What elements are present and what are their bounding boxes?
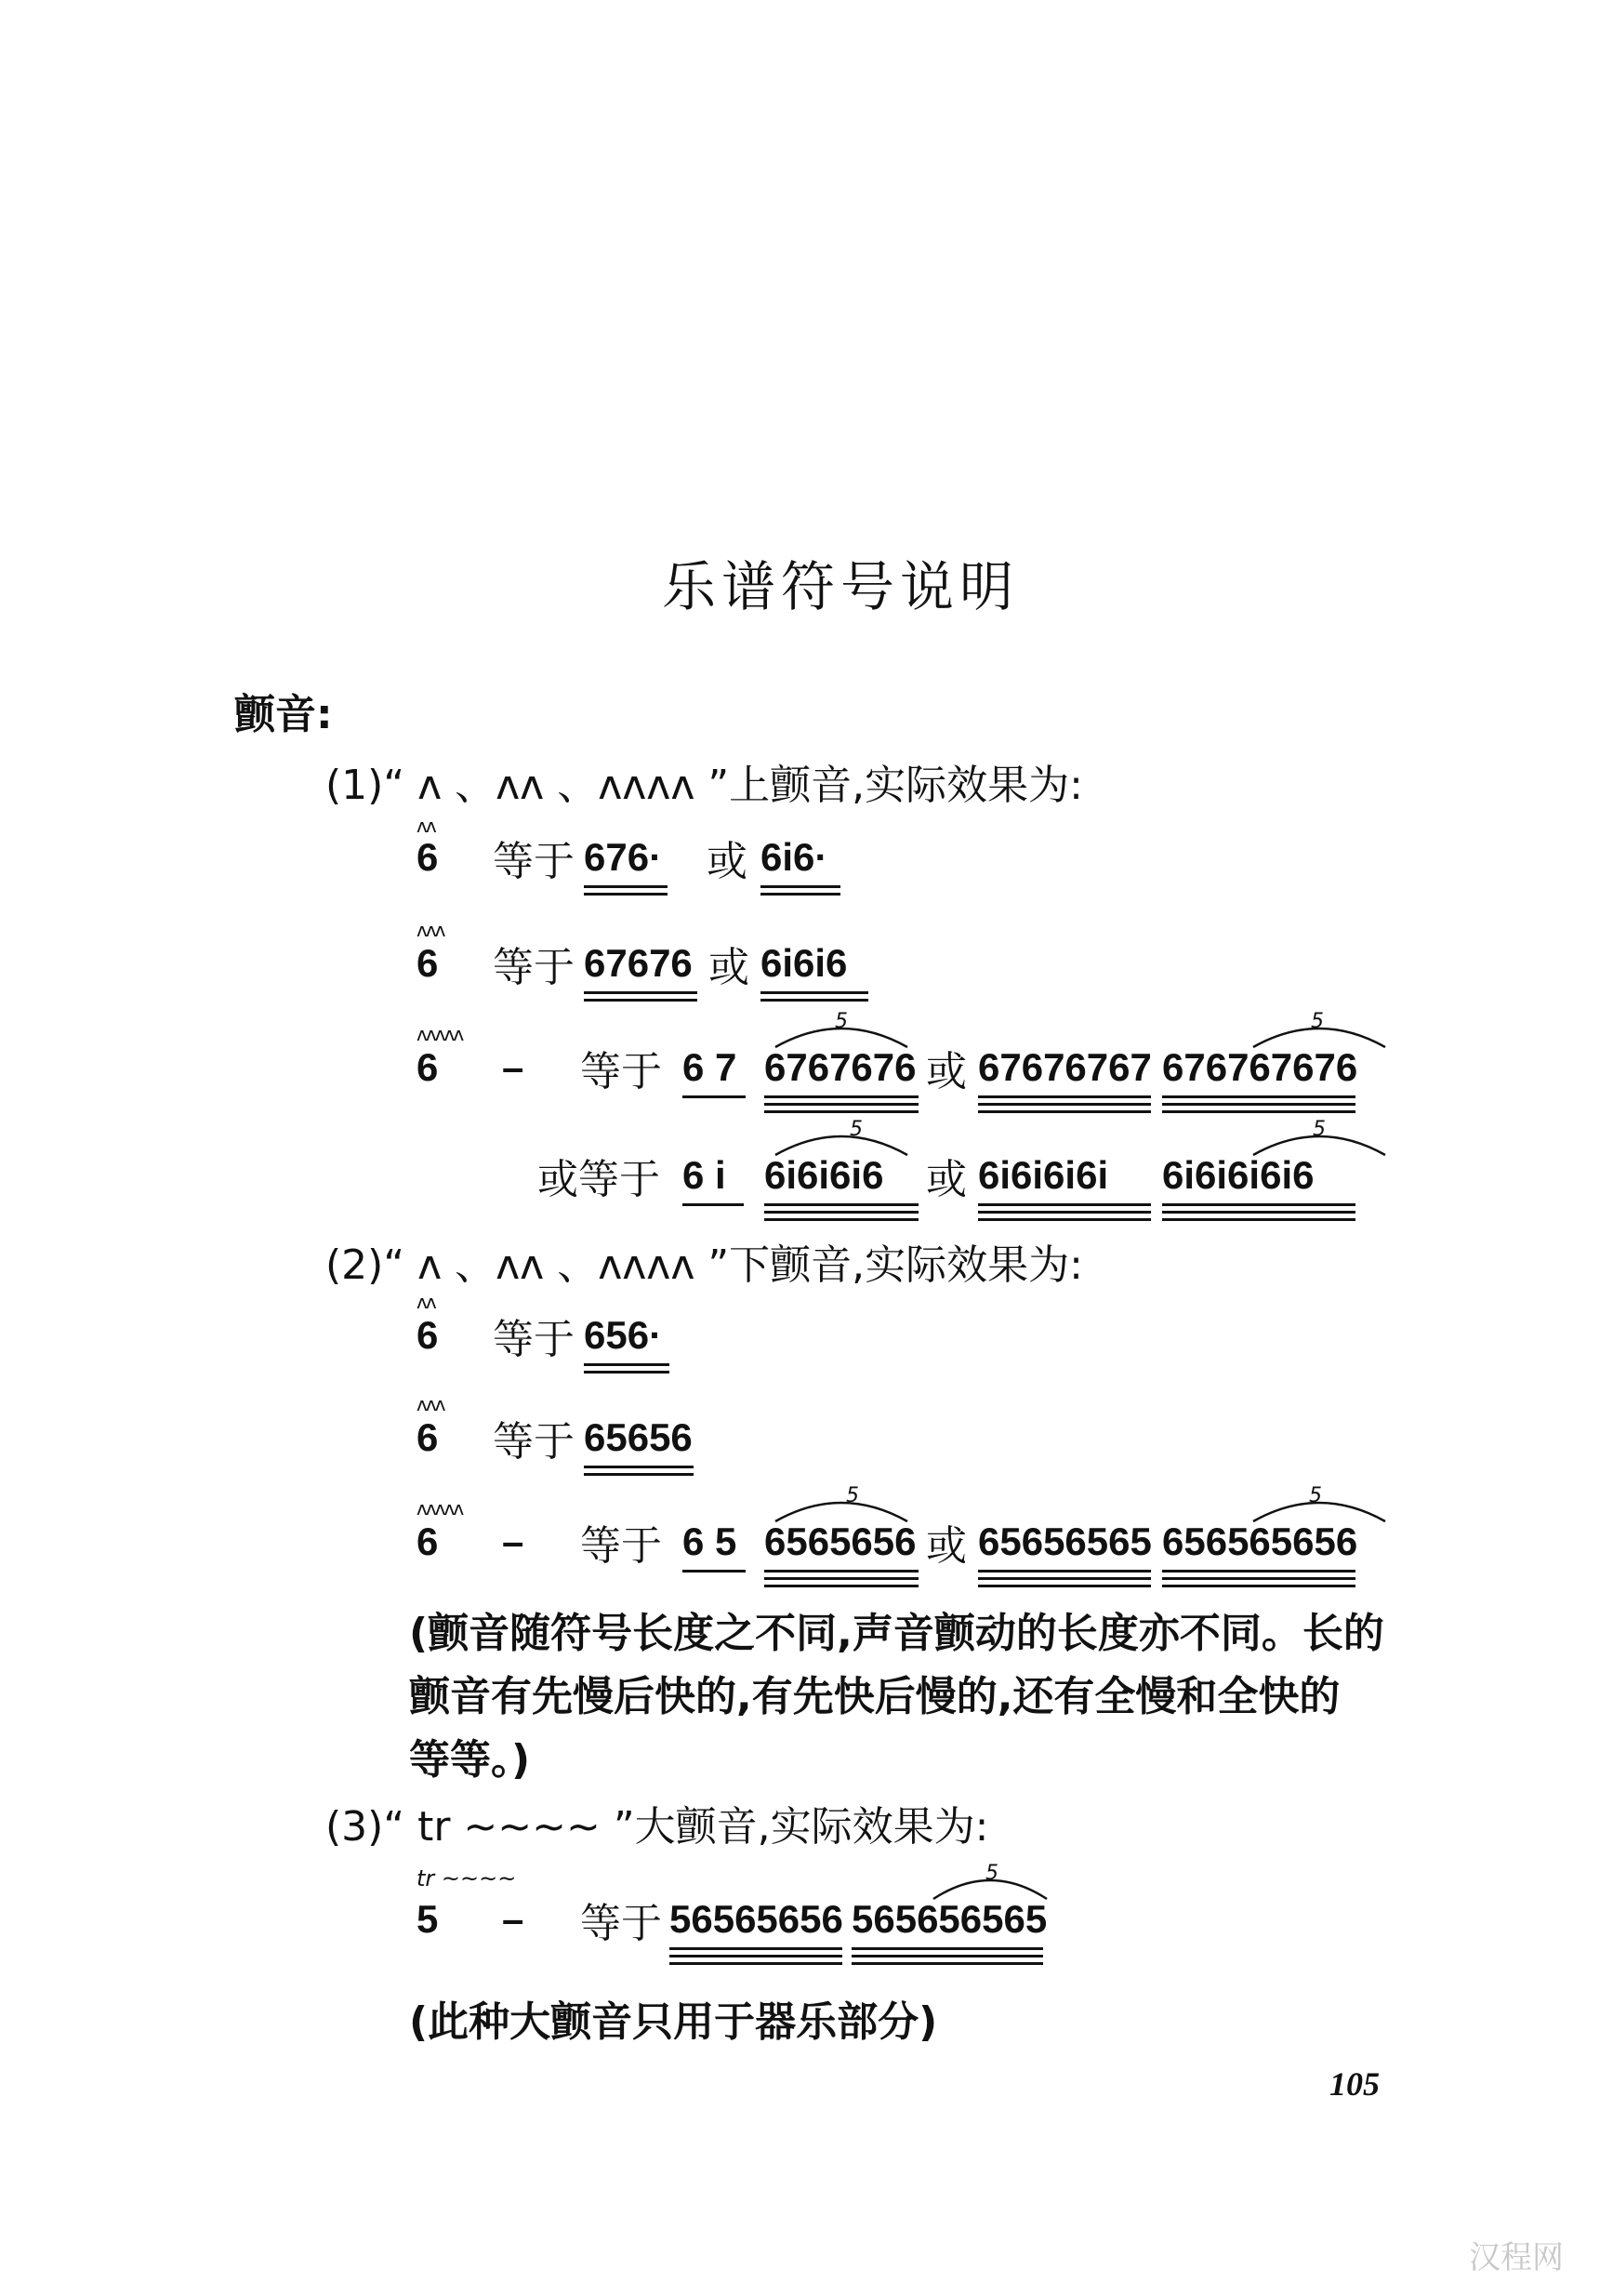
note: 5 <box>416 1897 439 1941</box>
underline <box>584 885 668 888</box>
note: 6 <box>416 1313 439 1357</box>
underline <box>978 1218 1151 1221</box>
underline <box>764 1218 919 1221</box>
underline <box>682 1095 746 1098</box>
result-a1: 6 7 <box>682 1045 737 1089</box>
dash: – <box>502 1520 524 1563</box>
underline <box>764 1211 919 1214</box>
underline <box>978 1095 1151 1098</box>
ornament-lower-short: ʌʌ <box>416 1291 435 1313</box>
result-a1: 6 5 <box>682 1520 737 1563</box>
ornament-upper-long: ʌʌʌʌʌ <box>416 1023 463 1045</box>
underline <box>852 1955 1043 1958</box>
result-b2: 6i6i6i6i6 <box>1162 1153 1315 1197</box>
underline <box>584 1371 669 1374</box>
item3-note: (此种大颤音只用于器乐部分) <box>409 1998 938 2046</box>
underline <box>1162 1570 1355 1573</box>
underline <box>669 1962 842 1965</box>
result-a: 65656 <box>584 1415 693 1459</box>
note: 6 <box>416 1045 439 1089</box>
result-b: 6i6i6 <box>760 941 848 985</box>
note-line-1: (颤音随符号长度之不同,声音颤动的长度亦不同。长的 <box>409 1610 1384 1657</box>
dash: – <box>502 1045 524 1089</box>
section-heading: 颤音: <box>234 691 333 738</box>
page-title: 乐谱符号说明 <box>662 555 1020 618</box>
result-a: 67676 <box>584 941 693 985</box>
note: 6 <box>416 1520 439 1563</box>
or-label: 或 <box>707 838 747 885</box>
result-a: 656· <box>584 1313 663 1357</box>
or-label: 或 <box>926 1048 967 1095</box>
underline <box>978 1570 1151 1573</box>
underline <box>760 893 840 896</box>
or-equals-label: 或等于 <box>537 1156 660 1203</box>
underline <box>1162 1203 1355 1206</box>
underline <box>1162 1095 1355 1098</box>
result-b: 6i6· <box>760 835 828 879</box>
note: 6 <box>416 941 439 985</box>
note: 6 <box>416 1415 439 1459</box>
note: 6 <box>416 835 439 879</box>
underline <box>584 999 697 1002</box>
result-a2: 6767676 <box>764 1045 917 1089</box>
or-label: 或 <box>926 1156 967 1203</box>
underline <box>978 1577 1151 1580</box>
tuplet-number: 5 <box>1309 1484 1320 1507</box>
dash: – <box>502 1897 524 1941</box>
underline <box>1162 1211 1355 1214</box>
ornament-upper-medium: ʌʌʌ <box>416 919 444 941</box>
underline <box>669 1955 842 1958</box>
underline <box>764 1570 919 1573</box>
note-line-3: 等等。) <box>409 1736 531 1784</box>
underline <box>1162 1577 1355 1580</box>
equals-label: 等于 <box>493 1418 575 1466</box>
equals-label: 等于 <box>580 1900 662 1947</box>
result-b: 565656565 <box>852 1897 1048 1941</box>
result-a: 676· <box>584 835 663 879</box>
equals-label: 等于 <box>580 1522 662 1570</box>
result-a: 56565656 <box>669 1897 843 1941</box>
tuplet-number: 5 <box>846 1484 857 1507</box>
item3-heading: (3)“ tr ~~~~ ”大颤音,实际效果为: <box>325 1803 989 1851</box>
tuplet-slur <box>772 1121 911 1159</box>
underline <box>978 1203 1151 1206</box>
underline <box>760 999 868 1002</box>
result-b1: 65656565 <box>978 1520 1152 1563</box>
underline <box>852 1947 1043 1950</box>
note-line-2: 颤音有先慢后快的,有先快后慢的,还有全慢和全快的 <box>409 1673 1341 1720</box>
equals-label: 等于 <box>493 944 575 991</box>
underline <box>584 1466 694 1468</box>
or-label: 或 <box>926 1522 967 1570</box>
underline <box>764 1203 919 1206</box>
underline <box>669 1947 842 1950</box>
underline <box>978 1103 1151 1106</box>
tuplet-number: 5 <box>1313 1118 1324 1141</box>
underline <box>760 885 840 888</box>
underline <box>978 1110 1151 1113</box>
equals-label: 等于 <box>580 1048 662 1095</box>
underline <box>1162 1218 1355 1221</box>
tuplet-number: 5 <box>985 1862 997 1885</box>
underline <box>978 1211 1151 1214</box>
underline <box>978 1585 1151 1587</box>
trill-ornament: tr ~~~~ <box>416 1865 517 1891</box>
equals-label: 等于 <box>493 1316 575 1363</box>
ornament-upper-short: ʌʌ <box>416 815 435 837</box>
underline <box>764 1103 919 1106</box>
tuplet-number: 5 <box>835 1010 846 1033</box>
underline <box>1162 1110 1355 1113</box>
ornament-lower-medium: ʌʌʌ <box>416 1393 444 1415</box>
page-number: 105 <box>1329 2065 1380 2103</box>
ornament-lower-long: ʌʌʌʌʌ <box>416 1497 463 1520</box>
result-a1: 6 i <box>682 1153 726 1197</box>
underline <box>1162 1103 1355 1106</box>
or-label: 或 <box>708 944 749 991</box>
underline <box>682 1203 744 1206</box>
result-a2: 6565656 <box>764 1520 917 1563</box>
tuplet-number: 5 <box>1311 1010 1322 1033</box>
underline <box>584 1473 694 1476</box>
underline <box>1162 1585 1355 1587</box>
underline <box>764 1585 919 1587</box>
result-b2: 676767676 <box>1162 1045 1358 1089</box>
result-b2: 656565656 <box>1162 1520 1358 1563</box>
underline <box>764 1110 919 1113</box>
underline <box>682 1570 746 1573</box>
result-b1: 67676767 <box>978 1045 1152 1089</box>
result-b1: 6i6i6i6i <box>978 1153 1109 1197</box>
tuplet-slur <box>772 1488 911 1525</box>
tuplet-number: 5 <box>850 1118 861 1141</box>
underline <box>584 991 697 994</box>
item2-heading: (2)“ ʌ 、ʌʌ 、ʌʌʌʌ ”下颤音,实际效果为: <box>325 1241 1083 1289</box>
underline <box>584 1363 669 1366</box>
result-a2: 6i6i6i6 <box>764 1153 884 1197</box>
underline <box>760 991 868 994</box>
item1-heading: (1)“ ʌ 、ʌʌ 、ʌʌʌʌ ”上颤音,实际效果为: <box>325 762 1083 809</box>
underline <box>852 1962 1043 1965</box>
underline <box>584 893 668 896</box>
underline <box>764 1095 919 1098</box>
underline <box>764 1577 919 1580</box>
watermark-logo: 汉程网 <box>1469 2239 1564 2276</box>
equals-label: 等于 <box>493 838 575 885</box>
